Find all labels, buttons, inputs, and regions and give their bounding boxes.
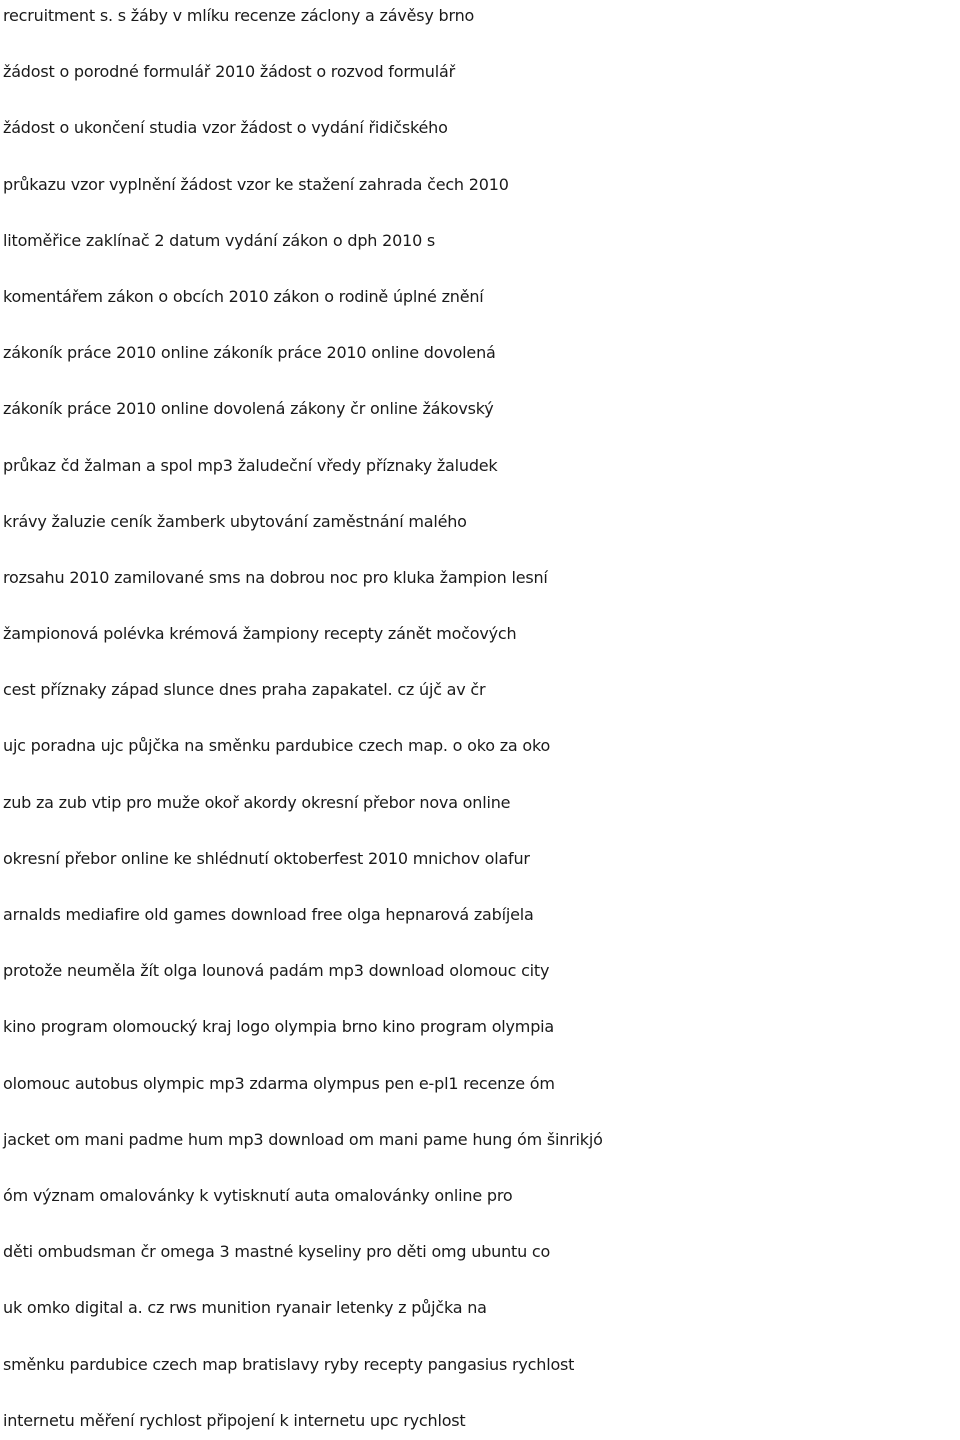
text-line: cest příznaky západ slunce dnes praha zapakatel. cz újč av čr	[3, 680, 486, 700]
text-line: komentářem zákon o obcích 2010 zákon o rodině úplné znění	[3, 286, 484, 306]
text-line: směnku pardubice czech map bratislavy ryby recepty pangasius rychlost	[3, 1354, 575, 1374]
text-line: žádost o porodné formulář 2010 žádost o rozvod formulář	[3, 62, 455, 82]
text-line: internetu měření rychlost připojení k internetu upc rychlost	[3, 1410, 466, 1430]
text-line: litoměřice zaklínač 2 datum vydání zákon o dph 2010 s	[3, 230, 436, 250]
text-line: jacket om mani padme hum mp3 download om mani pame hung óm šinrikjó	[3, 1129, 603, 1149]
text-line: zub za zub vtip pro muže okoř akordy okresní přebor nova online	[3, 792, 511, 812]
text-line: kino program olomoucký kraj logo olympia brno kino program olympia	[3, 1017, 554, 1037]
text-line: průkazu vzor vyplnění žádost vzor ke stažení zahrada čech 2010	[3, 174, 509, 194]
text-line: okresní přebor online ke shlédnutí oktoberfest 2010 mnichov olafur	[3, 848, 530, 868]
text-line: průkaz čd žalman a spol mp3 žaludeční vředy příznaky žaludek	[3, 455, 498, 475]
text-line: arnalds mediafire old games download free olga hepnarová zabíjela	[3, 905, 534, 924]
text-line: recruitment s. s žáby v mlíku recenze záclony a závěsy brno	[3, 6, 475, 25]
text-line: uk omko digital a. cz rws munition ryanair letenky z půjčka na	[3, 1298, 487, 1318]
text-line: žádost o ukončení studia vzor žádost o vydání řidičského	[3, 118, 448, 138]
text-line: děti ombudsman čr omega 3 mastné kyseliny pro děti omg ubuntu co	[3, 1242, 551, 1262]
text-line: olomouc autobus olympic mp3 zdarma olympus pen e-pl1 recenze óm	[3, 1073, 555, 1093]
text-line: krávy žaluzie ceník žamberk ubytování zaměstnání malého	[3, 511, 467, 531]
text-line: zákoník práce 2010 online zákoník práce 2010 online dovolená	[3, 343, 496, 363]
text-line: protože neuměla žít olga lounová padám mp3 download olomouc city	[3, 961, 550, 981]
text-line: žampionová polévka krémová žampiony recepty zánět močových	[3, 624, 517, 644]
text-line: ujc poradna ujc půjčka na směnku pardubice czech map. o oko za oko	[3, 736, 551, 756]
text-line: zákoník práce 2010 online dovolená zákony čr online žákovský	[3, 399, 494, 419]
document-body-text	[3, 0, 960, 1440]
text-line: óm význam omalovánky k vytisknutí auta omalovánky online pro	[3, 1185, 513, 1205]
text-line: rozsahu 2010 zamilované sms na dobrou noc pro kluka žampion lesní	[3, 567, 548, 587]
